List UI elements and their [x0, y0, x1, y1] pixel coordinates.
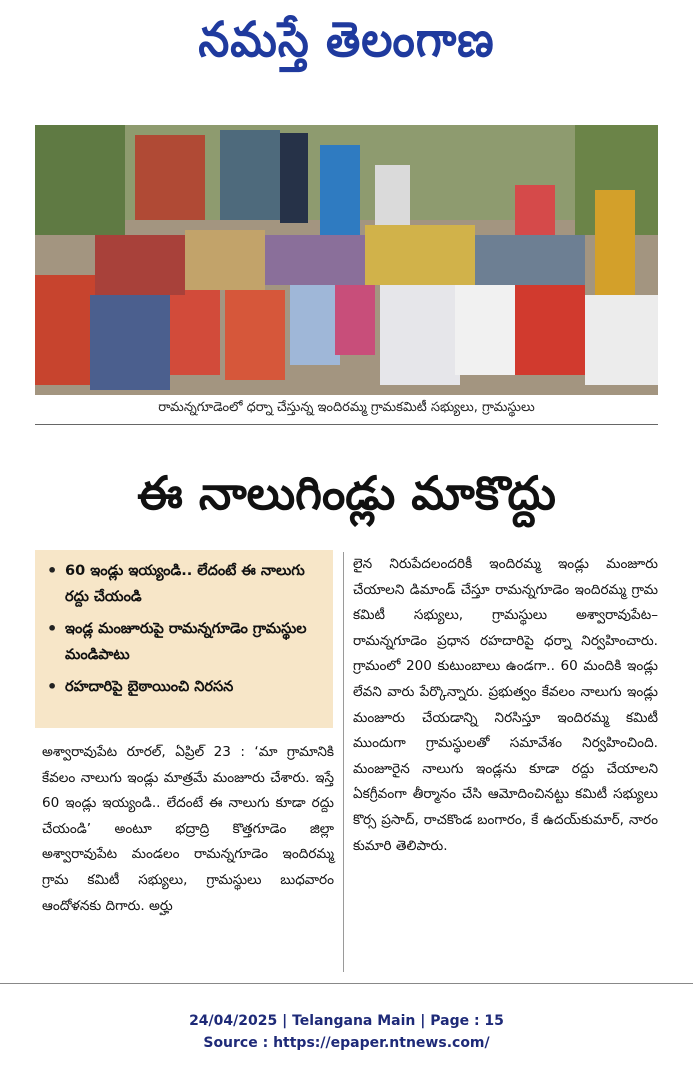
article-body-right-column — [353, 552, 658, 859]
highlight-item: • రహదారిపై బైఠాయించి నిరసన — [43, 674, 323, 700]
article-headline: ఈ నాలుగిండ్లు మాకొద్దు — [137, 466, 556, 520]
highlight-item: • ఇండ్ల మంజూరుపై రామన్నగూడెం గ్రామస్థుల మండిపాటు — [43, 616, 323, 668]
footer — [0, 1010, 693, 1054]
highlight-item: • 60 ఇండ్లు ఇయ్యండి.. లేదంటే ఈ నాలుగు రద్దు చేయండి — [43, 558, 323, 610]
article-body-left-column — [42, 740, 334, 919]
body-paragraph-left: అశ్వారావుపేట రూరల్, ఏప్రిల్ 23 : ‘మా గ్రామానికి కేవలం నాలుగు ఇండ్లు మాత్రమే మంజూరు చేశారు. ఇస్తే 60 ఇండ్లు ఇయ్యండి.. లేదంటే ఈ నాలుగు కూడా రద్దు చేయండి’ అంటూ భద్రాద్రి కొత్తగూడెం జిల్లా అశ్వారావుపేట మండలం రామన్నగూడెం ఇందిరమ్మ గ్రామ కమిటీ సభ్యులు, గ్రామస్థులు బుధవారం ఆందోళనకు దిగారు. అర్హు — [42, 744, 334, 914]
news-photo — [35, 125, 658, 395]
bullet-icon: • — [47, 561, 58, 580]
highlights-box — [35, 550, 333, 728]
newspaper-logo: నమస్తే తెలంగాణ — [198, 11, 495, 68]
column-divider — [343, 552, 344, 972]
footer-source-link[interactable]: Source : https://epaper.ntnews.com/ — [203, 1035, 490, 1051]
footer-divider — [0, 983, 693, 984]
footer-date-line: 24/04/2025 | Telangana Main | Page : 15 — [189, 1013, 504, 1029]
protest-photo-illustration — [35, 125, 658, 395]
body-paragraph-right: లైన నిరుపేదలందరికీ ఇందిరమ్మ ఇండ్లు మంజూరు చేయాలని డిమాండ్ చేస్తూ రామన్నగూడెం ఇందిరమ్మ గ్రామ కమిటీ సభ్యులు, గ్రామస్థులు అశ్వారావుపేట–రామన్నగూడెం ప్రధాన రహదారిపై ధర్నా నిర్వహించారు. గ్రామంలో 200 కుటుంబాలు ఉండగా.. 60 మందికి ఇండ్లు లేవని వారు పేర్కొన్నారు. ప్రభుత్వం కేవలం నాలుగు ఇండ్లు మంజూరు చేయడాన్ని నిరసిస్తూ ఇందిరమ్మ కమిటీ ముందుగా గ్రామస్థులతో సమావేశం నిర్వహించింది. మంజూరైన నాలుగు ఇండ్లను కూడా రద్దు చేయాలని ఏకగ్రీవంగా తీర్మానం చేసి ఆమోదించినట్టు కమిటీ సభ్యులు కొర్స ప్రసాద్, రాచకొండ బంగారం, కే ఉదయ్‌కుమార్, నారం కుమారి తెలిపారు. — [353, 556, 658, 854]
bullet-icon: • — [47, 677, 58, 696]
photo-caption: రామన్నగూడెంలో ధర్నా చేస్తున్న ఇందిరమ్మ గ్రామకమిటీ సభ్యులు, గ్రామస్థులు — [35, 400, 658, 425]
bullet-icon: • — [47, 619, 58, 638]
masthead — [0, 0, 693, 92]
